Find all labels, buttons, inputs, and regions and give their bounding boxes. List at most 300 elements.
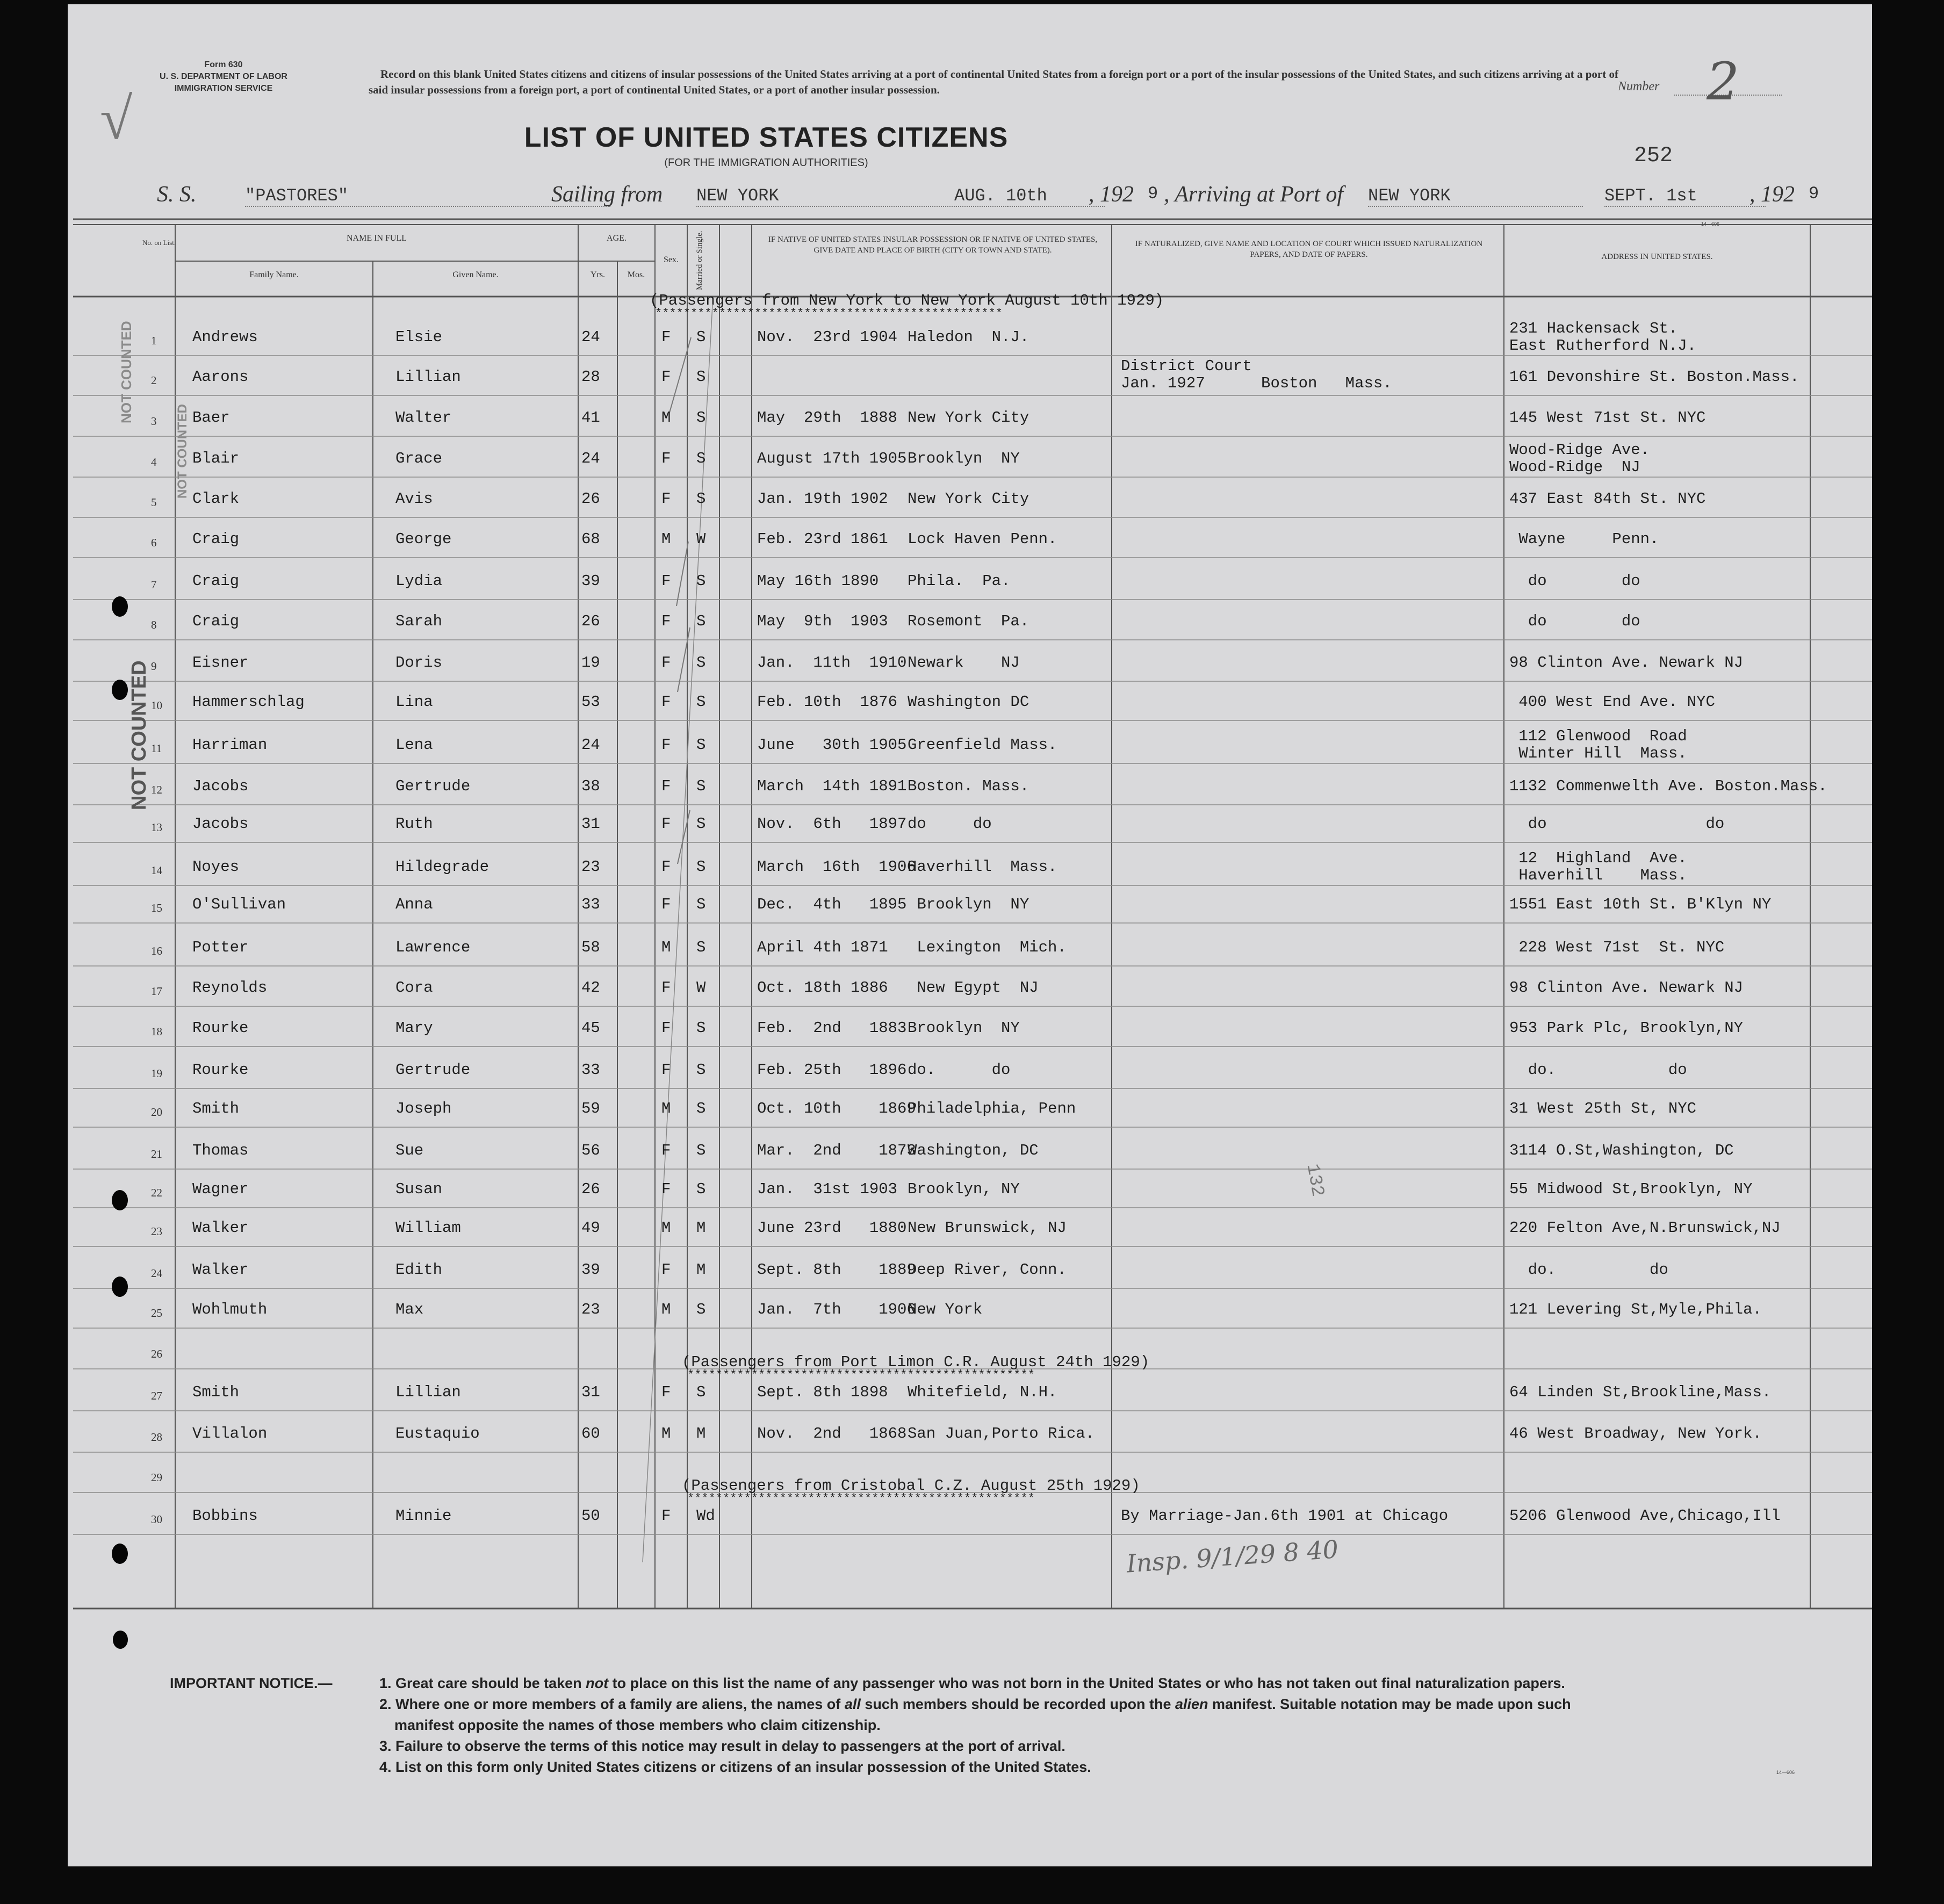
marital-status: Wd [696,1507,715,1525]
address-line-1: Wayne Penn. [1509,530,1659,548]
marital-status: S [696,409,706,427]
notice-label: IMPORTANT NOTICE.— [170,1675,333,1691]
address-line-1: do do [1509,572,1640,590]
arriving-year-prefix: , 192 [1749,182,1795,207]
ss-label: S. S. [157,182,197,207]
naturalization-line-2: Jan. 1927 Boston Mass. [1121,374,1392,392]
address-line-1: 98 Clinton Ave. Newark NJ [1509,979,1744,997]
family-name: Reynolds [192,979,268,997]
marital-status: S [696,1100,706,1117]
address-line-2: Haverhill Mass. [1509,867,1687,884]
sex: F [661,736,671,754]
birth-date: Jan. 11th 1910 [757,654,907,672]
address-line-1: 5206 Glenwood Ave,Chicago,Ill [1509,1507,1781,1525]
birth-date: May 9th 1903 [757,612,888,630]
row-number: 16 [151,944,162,957]
age-years: 59 [581,1100,600,1117]
row-number: 19 [151,1067,162,1080]
address-line-1: 437 East 84th St. NYC [1509,490,1706,508]
row-number: 13 [151,821,162,834]
marital-status: M [696,1261,706,1279]
address-line-1: 1551 East 10th St. B'Klyn NY [1509,896,1772,913]
birth-date: Nov. 2nd 1868 [757,1425,907,1443]
age-years: 45 [581,1019,600,1037]
row-number: 15 [151,901,162,914]
birth-date: March 16th 1906 [757,858,916,876]
form-code-top: 14—606 [1701,221,1720,227]
header-months: Mos. [627,270,645,279]
sex: F [661,1261,671,1279]
marital-status: S [696,328,706,346]
binder-hole [112,1190,128,1210]
sailing-year-prefix: , 192 [1089,182,1134,207]
row-number: 22 [151,1186,162,1199]
birth-date: Jan. 19th 1902 [757,490,888,508]
notice-item-4: 4. List on this form only United States citizens or citizens of an insular possession of the United States. [379,1759,1091,1775]
section-stars-port-limon: ************************************************* [687,1368,1035,1382]
address-line-2: Winter Hill Mass. [1509,745,1687,762]
family-name: Baer [192,409,230,427]
inspector-signature: Insp. 9/1/29 8 40 [1125,1534,1340,1578]
sex: F [661,693,671,711]
address-line-1: 3114 O.St,Washington, DC [1509,1142,1734,1159]
handwritten-check-mark: √ [100,86,133,152]
address-line-1: 31 West 25th St, NYC [1509,1100,1697,1117]
age-years: 24 [581,328,600,346]
birth-place: Newark NJ [908,654,1020,672]
address-line-1: 228 West 71st St. NYC [1509,939,1725,956]
arriving-year-digit: 9 [1809,184,1819,204]
marital-status: S [696,1061,706,1079]
given-name: Susan [395,1180,443,1198]
header-family-name: Family Name. [249,270,299,279]
age-years: 42 [581,979,600,997]
family-name: Walker [192,1219,249,1237]
header-age: AGE. [607,234,627,243]
sailing-date: AUG. 10th [954,186,1105,207]
birth-place: Brooklyn NY [908,450,1020,467]
address-line-1: 220 Felton Ave,N.Brunswick,NJ [1509,1219,1781,1237]
family-name: Andrews [192,328,258,346]
given-name: Lena [395,736,433,754]
birth-date: August 17th 1905 [757,450,907,467]
birth-place: New York [908,1301,983,1318]
family-name: Clark [192,490,240,508]
arriving-label: , Arriving at Port of [1164,182,1344,207]
marital-status: S [696,654,706,672]
address-line-1: 112 Glenwood Road [1509,727,1687,745]
marital-status: S [696,572,706,590]
birth-place: Brooklyn NY [908,1019,1020,1037]
header-given-name: Given Name. [452,270,499,279]
birth-date: Jan. 31st 1903 [757,1180,898,1198]
service-name: IMMIGRATION SERVICE [174,84,273,93]
given-name: Doris [395,654,443,672]
row-number: 25 [151,1307,162,1319]
birth-date: Dec. 4th 1895 [757,896,907,913]
given-name: Avis [395,490,433,508]
marital-status: S [696,1019,706,1037]
sex: F [661,896,671,913]
birth-place: New York City [908,490,1029,508]
sex: F [661,612,671,630]
section-stars-new-york: ************************************************* [655,307,1003,320]
number-value: 2 [1707,52,1740,112]
age-years: 26 [581,612,600,630]
age-years: 24 [581,736,600,754]
age-years: 23 [581,1301,600,1318]
sex: F [661,979,671,997]
given-name: Grace [395,450,443,467]
address-line-1: 231 Hackensack St. [1509,320,1678,337]
marital-status: W [696,979,706,997]
row-number: 18 [151,1025,162,1038]
sex: F [661,1061,671,1079]
notice-item-2-text-c: manifest. Suitable notation may be made upon such [1212,1696,1571,1712]
binder-hole [112,1276,128,1297]
given-name: George [395,530,452,548]
address-line-1: 400 West End Ave. NYC [1509,693,1715,711]
important-notice [170,1673,1835,1780]
notice-item-1-emphasis: not [586,1675,609,1691]
row-number: 14 [151,864,162,877]
birth-place: Boston. Mass. [908,777,1029,795]
sex: F [661,1142,671,1159]
birth-date: Feb. 23rd 1861 [757,530,888,548]
given-name: Ruth [395,815,433,833]
sex: F [661,858,671,876]
marital-status: S [696,368,706,386]
section-note-cristobal: (Passengers from Cristobal C.Z. August 25th 1929) [682,1477,1140,1495]
age-years: 56 [581,1142,600,1159]
header-birth: IF NATIVE OF UNITED STATES INSULAR POSSESSION OR IF NATIVE OF UNITED STATES, GIVE DATE AND PLACE OF BIRTH (CITY OR TOWN AND STATE). [768,235,1098,255]
form-subtitle: (FOR THE IMMIGRATION AUTHORITIES) [664,157,868,169]
marital-status: S [696,693,706,711]
family-name: Eisner [192,654,249,672]
address-line-1: do do [1509,815,1725,833]
family-name: Bobbins [192,1507,258,1525]
birth-date: Oct. 18th 1886 [757,979,888,997]
address-line-1: 121 Levering St,Myle,Phila. [1509,1301,1762,1318]
given-name: William [395,1219,461,1237]
sex: M [661,1301,671,1318]
given-name: Sarah [395,612,443,630]
address-line-1: 12 Highland Ave. [1509,849,1687,867]
section-note-new-york: (Passengers from New York to New York August 10th 1929) [650,292,1164,309]
family-name: Smith [192,1383,240,1401]
sex: F [661,815,671,833]
address-line-1: do. do [1509,1261,1668,1279]
form-number: Form 630 [204,60,243,69]
row-number: 12 [151,783,162,796]
age-years: 31 [581,1383,600,1401]
address-line-1: 953 Park Plc, Brooklyn,NY [1509,1019,1744,1037]
age-years: 26 [581,1180,600,1198]
birth-place: Haverhill Mass. [908,858,1057,876]
address-line-2: Wood-Ridge NJ [1509,458,1640,476]
age-years: 33 [581,1061,600,1079]
notice-item-2-text-a: 2. Where one or more members of a family are aliens, the names of [379,1696,841,1712]
marital-status: S [696,736,706,754]
marital-status: S [696,777,706,795]
naturalization-line-1: By Marriage-Jan.6th 1901 at Chicago [1121,1507,1449,1525]
given-name: Joseph [395,1100,452,1117]
row-number: 1 [151,334,157,347]
row-number: 8 [151,618,157,631]
sailing-port: NEW YORK [696,186,1008,207]
given-name: Lawrence [395,939,471,956]
family-name: Wohlmuth [192,1301,268,1318]
sex: M [661,409,671,427]
birth-place: Phila. Pa. [908,572,1011,590]
not-counted-stamp-faint-2: NOT COUNTED [175,404,190,499]
naturalization-line-1: District Court [1121,357,1252,375]
given-name: Hildegrade [395,858,489,876]
sex: F [661,1507,671,1525]
birth-place: Lexington Mich. [908,939,1067,956]
family-name: Jacobs [192,815,249,833]
row-number: 24 [151,1267,162,1280]
sailing-year-digit: 9 [1148,184,1158,204]
birth-place: New Egypt NJ [908,979,1039,997]
marital-status: S [696,450,706,467]
row-number: 27 [151,1389,162,1402]
birth-date: June 23rd 1880 [757,1219,907,1237]
notice-item-3: 3. Failure to observe the terms of this notice may result in delay to passengers at the port of arrival. [379,1738,1065,1754]
number-label: Number [1618,80,1660,93]
sex: F [661,328,671,346]
family-name: Walker [192,1261,249,1279]
row-number: 30 [151,1513,162,1526]
family-name: O'Sullivan [192,896,286,913]
given-name: Max [395,1301,424,1318]
marital-status: S [696,858,706,876]
birth-date: May 29th 1888 [757,409,898,427]
form-code-bottom: 14—606 [1776,1770,1795,1775]
family-name: Smith [192,1100,240,1117]
manifest-sheet [68,4,1872,1866]
arriving-date: SEPT. 1st [1604,186,1766,207]
binder-hole [112,596,128,617]
family-name: Jacobs [192,777,249,795]
header-name-in-full: NAME IN FULL [347,234,407,243]
age-years: 68 [581,530,600,548]
marital-status: S [696,612,706,630]
birth-date: Mar. 2nd 1873 [757,1142,916,1159]
given-name: Gertrude [395,1061,471,1079]
family-name: Potter [192,939,249,956]
sex: F [661,572,671,590]
sex: F [661,654,671,672]
birth-place: Philadelphia, Penn [908,1100,1076,1117]
given-name: Eustaquio [395,1425,480,1443]
header-no: No. on List. [142,239,176,247]
age-years: 50 [581,1507,600,1525]
birth-place: San Juan,Porto Rica. [908,1425,1095,1443]
form-instructions: Record on this blank United States citizens and citizens of insular possessions of the United States arriving at a port of continental United States from a foreign port or a port of the insular possessions of the United States, and such citizens arriving at a port of said insular possessions from a foreign port, a port of continental United States, or a port of another insular possession. [369,68,1618,96]
given-name: Anna [395,896,433,913]
age-years: 58 [581,939,600,956]
address-line-1: 1132 Commenwelth Ave. Boston.Mass. [1509,777,1827,795]
family-name: Blair [192,450,240,467]
row-number: 2 [151,374,157,387]
address-line-1: 46 West Broadway, New York. [1509,1425,1762,1443]
address-line-1: do. do [1509,1061,1687,1079]
given-name: Walter [395,409,452,427]
birth-date: June 30th 1905 [757,736,907,754]
form-title: LIST OF UNITED STATES CITIZENS [524,122,1009,153]
sailing-from-label: Sailing from [551,182,663,207]
birth-date: Nov. 23rd 1904 [757,328,898,346]
marital-status: S [696,815,706,833]
family-name: Villalon [192,1425,268,1443]
birth-date: Nov. 6th 1897 [757,815,907,833]
row-number: 28 [151,1431,162,1444]
binder-hole [112,1544,128,1564]
margin-number-stamp: 132 [1301,1162,1328,1199]
page-number-stamp: 252 [1634,144,1673,168]
row-number: 11 [151,742,162,755]
address-line-1: Wood-Ridge Ave. [1509,441,1650,459]
row-number: 5 [151,496,157,509]
notice-item-2-continued: manifest opposite the names of those members who claim citizenship. [394,1717,881,1733]
birth-place: Haledon N.J. [908,328,1029,346]
arriving-port: NEW YORK [1368,186,1583,207]
row-number: 6 [151,536,157,549]
age-years: 24 [581,450,600,467]
row-number: 29 [151,1471,162,1484]
given-name: Sue [395,1142,424,1159]
section-note-port-limon: (Passengers from Port Limon C.R. August 24th 1929) [682,1353,1150,1371]
address-line-2: East Rutherford N.J. [1509,337,1697,355]
birth-date: Oct. 10th 1869 [757,1100,916,1117]
birth-place: New York City [908,409,1029,427]
binder-hole [113,1631,128,1649]
family-name: Craig [192,612,240,630]
given-name: Minnie [395,1507,452,1525]
header-naturalized: IF NATURALIZED, GIVE NAME AND LOCATION OF COURT WHICH ISSUED NATURALIZATION PAPERS, AND DATE OF PAPERS. [1135,240,1483,259]
sex: F [661,368,671,386]
birth-place: Washington DC [908,693,1029,711]
header-married-single: Married or Single. [695,230,704,291]
not-counted-stamp: NOT COUNTED [128,660,150,810]
birth-date: Feb. 2nd 1883 [757,1019,907,1037]
family-name: Craig [192,572,240,590]
address-line-1: 64 Linden St,Brookline,Mass. [1509,1383,1772,1401]
sex: M [661,1219,671,1237]
age-years: 23 [581,858,600,876]
birth-place: Deep River, Conn. [908,1261,1067,1279]
address-line-1: do do [1509,612,1640,630]
marital-status: S [696,896,706,913]
notice-item-2-emphasis-2: alien [1175,1696,1208,1712]
row-number: 7 [151,578,157,591]
family-name: Noyes [192,858,240,876]
notice-item-2 [379,1694,1571,1715]
marital-status: S [696,1142,706,1159]
age-years: 39 [581,1261,600,1279]
age-years: 39 [581,572,600,590]
given-name: Edith [395,1261,443,1279]
given-name: Mary [395,1019,433,1037]
given-name: Lydia [395,572,443,590]
given-name: Lina [395,693,433,711]
sex: F [661,777,671,795]
row-number: 23 [151,1225,162,1238]
birth-date: Jan. 7th 1906 [757,1301,916,1318]
not-counted-stamp-faint: NOT COUNTED [118,321,134,423]
address-line-1: 145 West 71st St. NYC [1509,409,1706,427]
birth-place: Whitefield, N.H. [908,1383,1057,1401]
given-name: Lillian [395,1383,461,1401]
family-name: Thomas [192,1142,249,1159]
row-number: 3 [151,415,157,428]
notice-item-2-emphasis: all [844,1696,861,1712]
age-years: 28 [581,368,600,386]
given-name: Elsie [395,328,443,346]
header-address: ADDRESS IN UNITED STATES. [1601,253,1713,261]
marital-status: M [696,1425,706,1443]
sex: M [661,1100,671,1117]
sex: F [661,1019,671,1037]
notice-item-1 [379,1673,1565,1694]
family-name: Harriman [192,736,268,754]
row-number: 21 [151,1148,162,1160]
family-name: Rourke [192,1061,249,1079]
table-grid [68,4,1872,1866]
sex: M [661,530,671,548]
notice-item-1-text-b: to place on this list the name of any passenger who was not born in the United States or who has not taken out final naturalization papers. [612,1675,1565,1691]
marital-status: S [696,1383,706,1401]
family-name: Aarons [192,368,249,386]
address-line-1: 161 Devonshire St. Boston.Mass. [1509,368,1799,386]
birth-date: Feb. 25th 1896 [757,1061,907,1079]
age-years: 49 [581,1219,600,1237]
age-years: 41 [581,409,600,427]
family-name: Hammerschlag [192,693,305,711]
age-years: 53 [581,693,600,711]
family-name: Craig [192,530,240,548]
sex: F [661,1383,671,1401]
birth-date: March 14th 1891 [757,777,907,795]
age-years: 31 [581,815,600,833]
marital-status: S [696,1301,706,1318]
notice-item-2-text-b: such members should be recorded upon the [865,1696,1171,1712]
sex: M [661,1425,671,1443]
department-name: U. S. DEPARTMENT OF LABOR [160,72,287,81]
given-name: Cora [395,979,433,997]
sex: F [661,1180,671,1198]
row-number: 10 [151,699,162,712]
marital-status: S [696,490,706,508]
row-number: 17 [151,985,162,998]
birth-place: New Brunswick, NJ [908,1219,1067,1237]
family-name: Rourke [192,1019,249,1037]
marital-status: W [696,530,706,548]
marital-status: S [696,1180,706,1198]
age-years: 60 [581,1425,600,1443]
birth-place: Brooklyn, NY [908,1180,1020,1198]
sex: F [661,490,671,508]
birth-place: Lock Haven Penn. [908,530,1057,548]
row-number: 9 [151,660,157,673]
notice-item-1-text-a: 1. Great care should be taken [379,1675,582,1691]
birth-date: May 16th 1890 [757,572,879,590]
given-name: Gertrude [395,777,471,795]
birth-place: Brooklyn NY [908,896,1029,913]
birth-date: Sept. 8th 1889 [757,1261,916,1279]
address-line-1: 98 Clinton Ave. Newark NJ [1509,654,1744,672]
